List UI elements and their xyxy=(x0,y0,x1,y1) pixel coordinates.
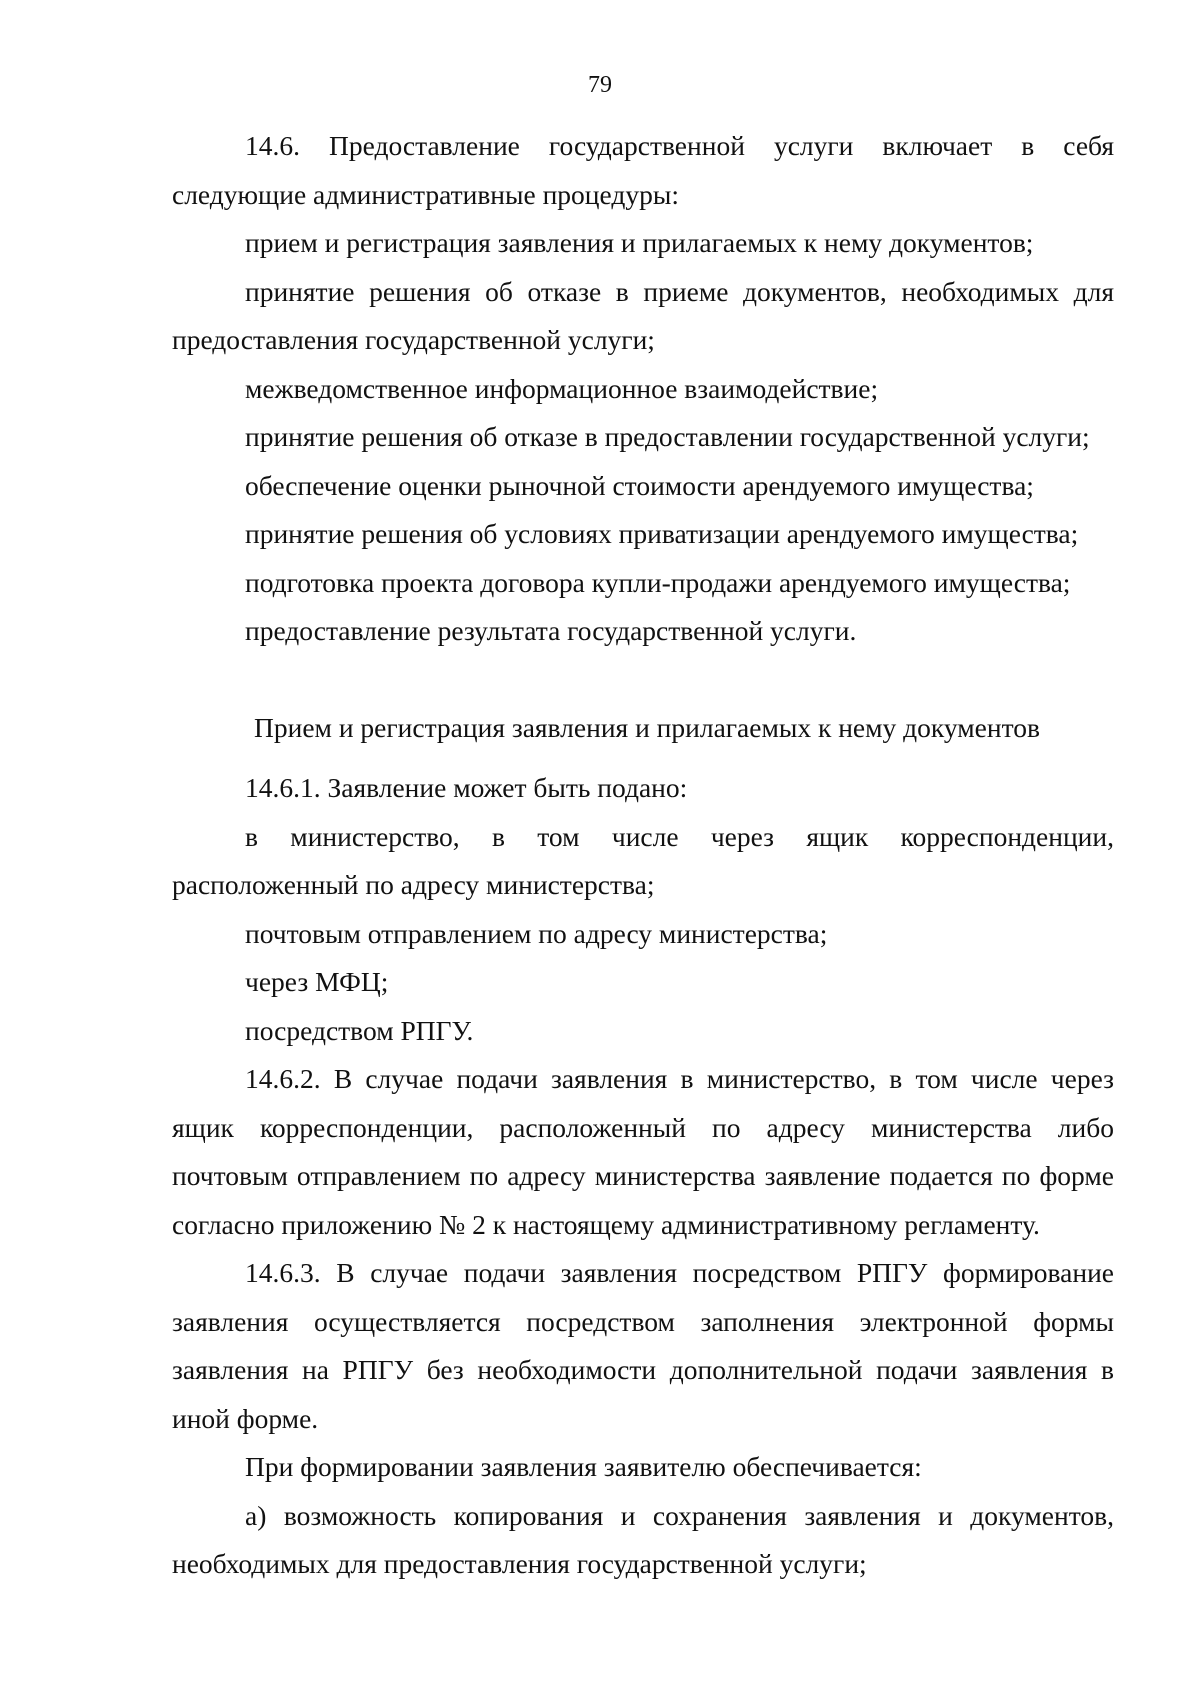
paragraph-14-6: 14.6. Предоставление государственной услуги включает в себя следующие административные процедуры: xyxy=(172,130,1114,210)
paragraph-14-6-2: 14.6.2. В случае подачи заявления в министерство, в том числе через ящик корреспонденции, расположенный по адресу министерства либо почтовым отправлением по адресу министерства заявление подается по форме согласно приложению № 2 к настоящему административному регламенту. xyxy=(172,1063,1114,1240)
procedure-item: принятие решения об отказе в предоставлении государственной услуги; xyxy=(245,421,1090,452)
page-number: 79 xyxy=(588,72,612,98)
paragraph-intro: При формировании заявления заявителю обеспечивается: xyxy=(245,1451,922,1482)
procedure-item: прием и регистрация заявления и прилагаемых к нему документов; xyxy=(245,227,1034,258)
procedure-item: подготовка проекта договора купли-продажи арендуемого имущества; xyxy=(245,566,1071,598)
submission-method: через МФЦ; xyxy=(245,966,389,997)
submission-method: в министерство, в том числе через ящик корреспонденции, расположенный по адресу министерства; xyxy=(172,820,1114,900)
procedure-item: принятие решения об отказе в приеме документов, необходимых для предоставления государственной услуги; xyxy=(172,275,1114,355)
section-heading: Прием и регистрация заявления и прилагаемых к нему документов xyxy=(254,711,1040,743)
procedure-item: обеспечение оценки рыночной стоимости арендуемого имущества; xyxy=(245,469,1034,501)
paragraph-item-a: а) возможность копирования и сохранения заявления и документов, необходимых для предоставления государственной услуги; xyxy=(172,1499,1114,1579)
procedure-item: предоставление результата государственной услуги. xyxy=(245,615,857,646)
procedure-item: межведомственное информационное взаимодействие; xyxy=(245,372,879,404)
submission-method: посредством РПГУ. xyxy=(245,1014,474,1046)
procedure-item: принятие решения об условиях приватизации арендуемого имущества; xyxy=(245,518,1079,549)
document-body xyxy=(172,122,1114,1589)
submission-method: почтовым отправлением по адресу министерства; xyxy=(245,917,828,949)
paragraph-14-6-3: 14.6.3. В случае подачи заявления посредством РПГУ формирование заявления осуществляется посредством заполнения электронной формы заявления на РПГУ без необходимости дополнительной подачи заявления в иной форме. xyxy=(172,1257,1114,1434)
paragraph-14-6-1: 14.6.1. Заявление может быть подано: xyxy=(245,772,688,803)
